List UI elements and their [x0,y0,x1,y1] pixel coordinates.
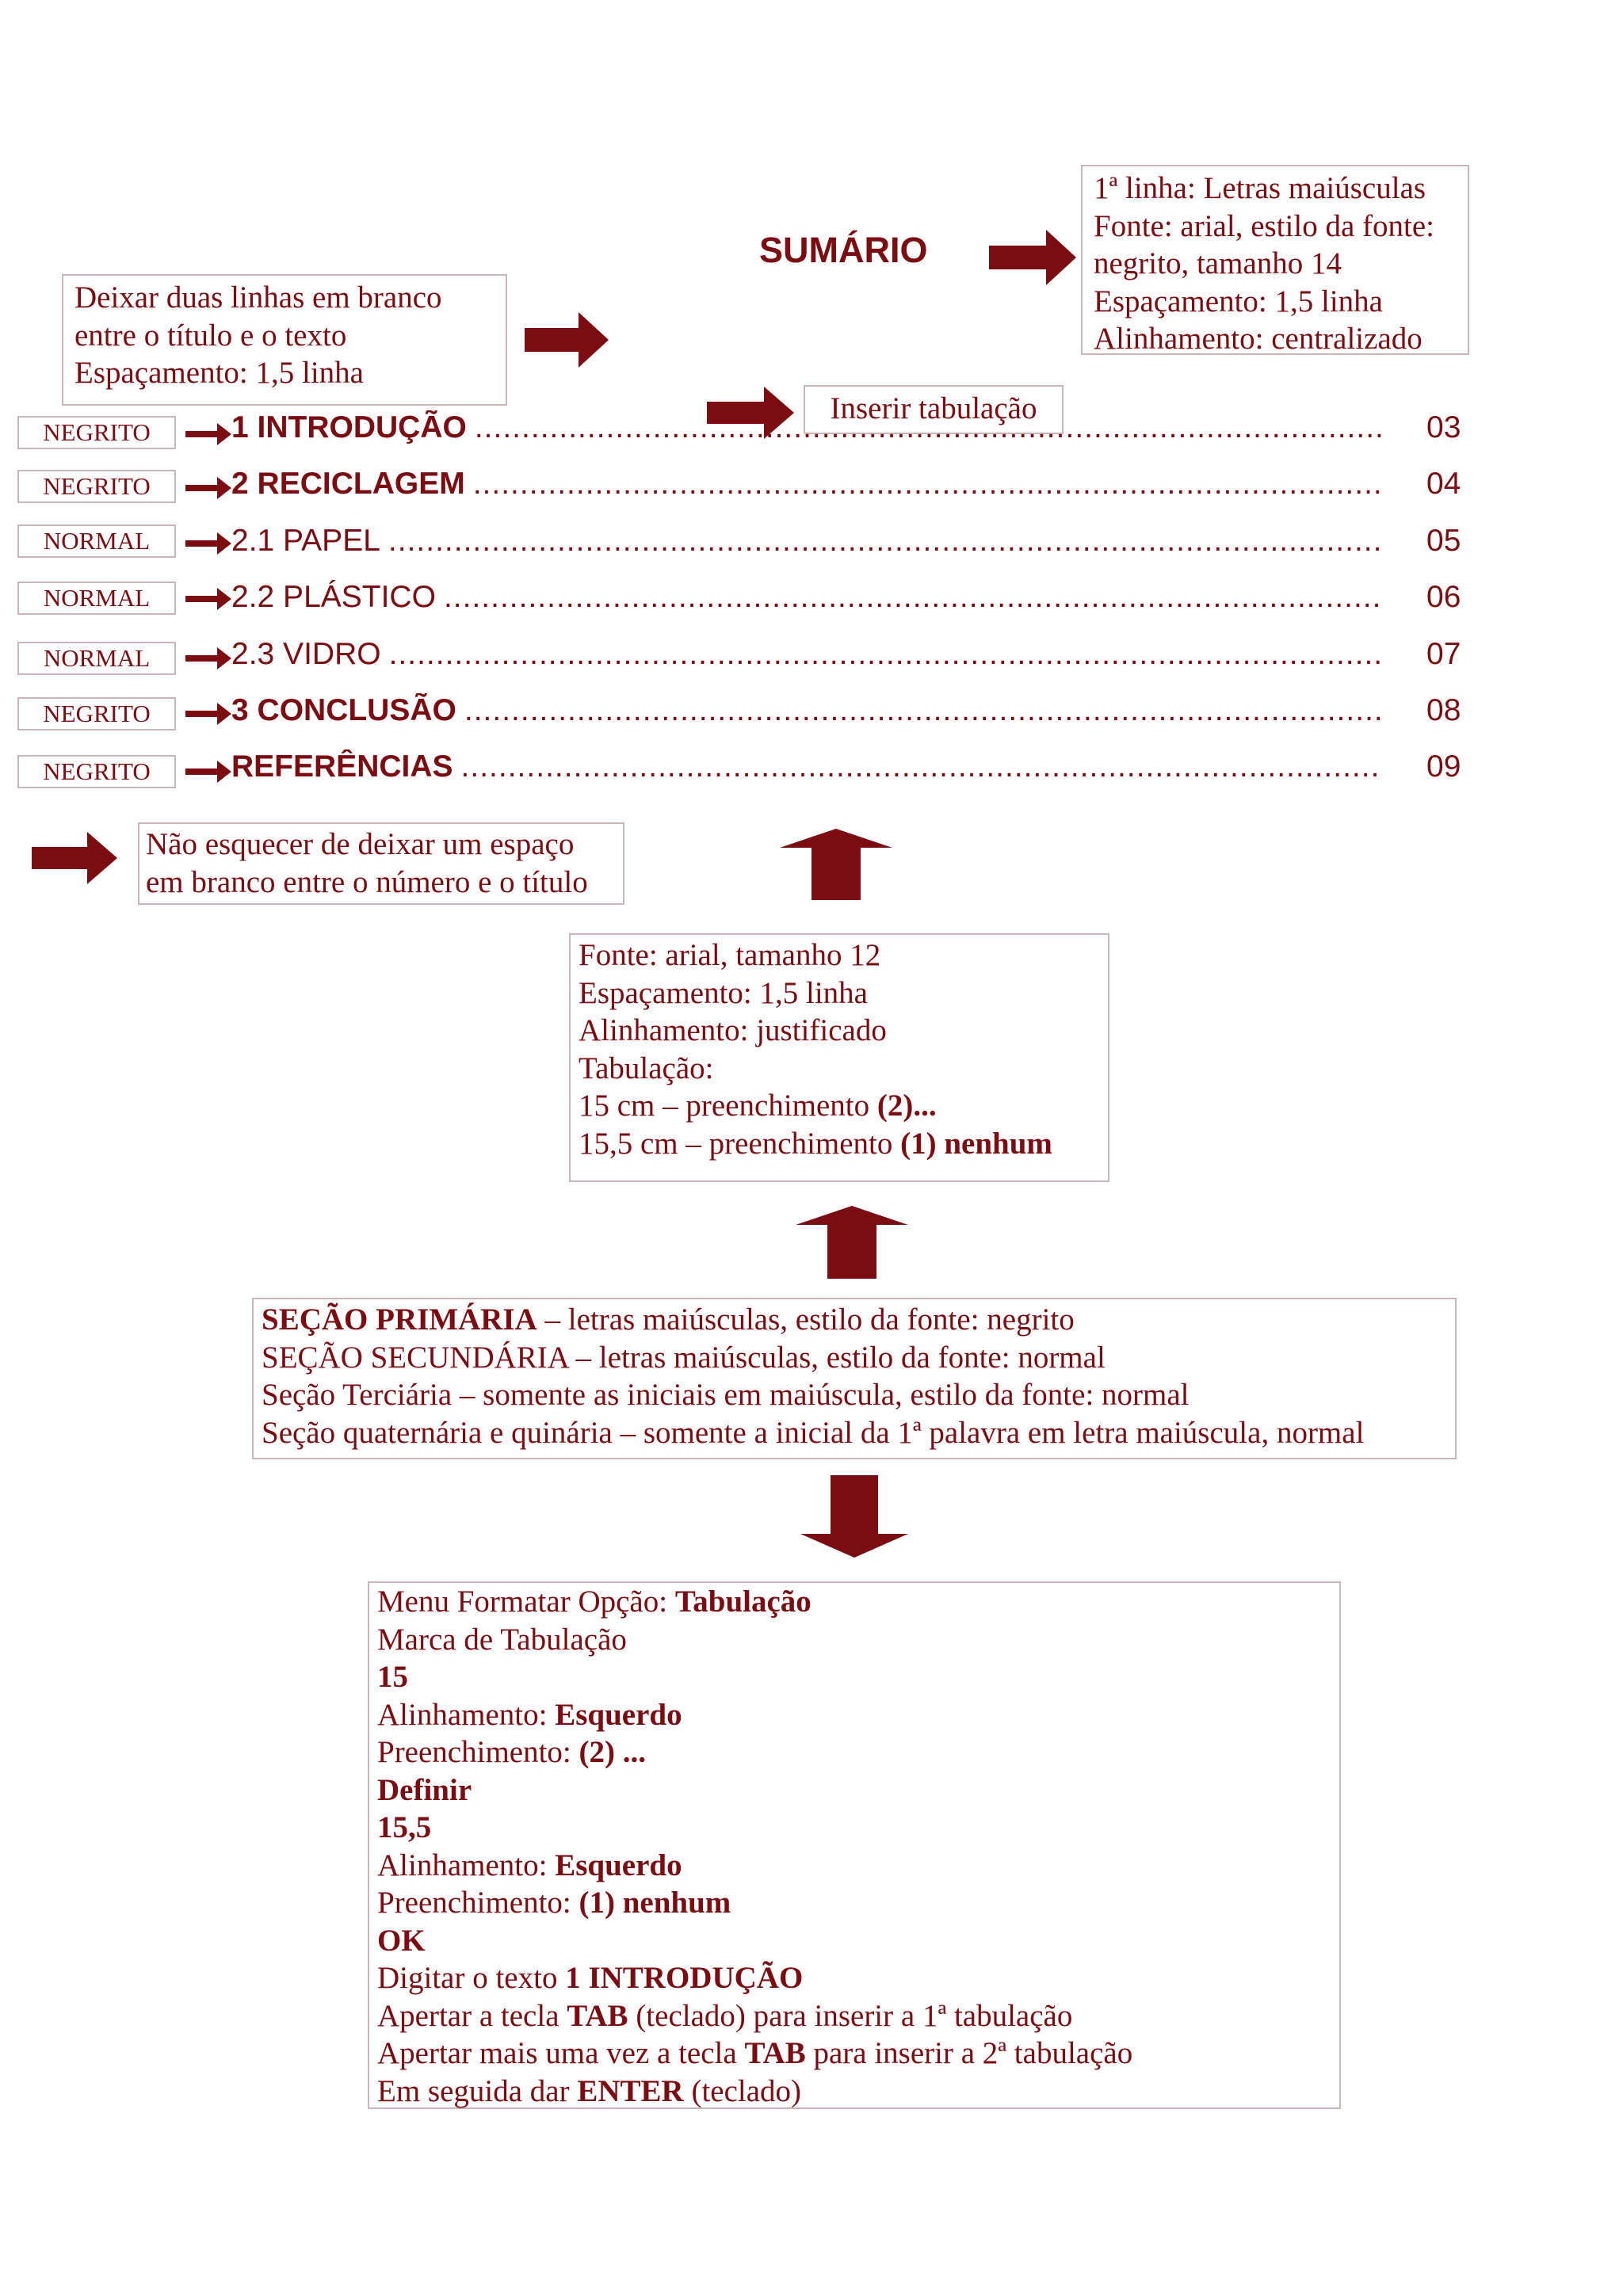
note-emphasis: SEÇÃO PRIMÁRIA [262,1302,537,1337]
right-arrow-icon [32,832,117,884]
right-arrow-icon [989,230,1076,285]
style-tag: NEGRITO [17,697,176,730]
toc-page-number: 04 [1426,467,1461,501]
note-line [579,1125,1100,1163]
note-text: Alinhamento: [377,1697,556,1732]
note-emphasis: 1 INTRODUÇÃO [565,1961,804,1995]
style-tag: NEGRITO [17,470,176,503]
toc-entry-title: 2.3 VIDRO [231,637,381,671]
note-line [377,2073,1331,2111]
note-line [377,1884,1331,1922]
note-emphasis: 15,5 [377,1810,432,1844]
up-arrow-icon [780,829,892,900]
toc-page-number: 08 [1426,693,1461,727]
note-line: Deixar duas linhas em branco [74,280,442,315]
note-line [377,1658,1331,1696]
note-line [377,1733,1331,1772]
note-emphasis: Esquerdo [555,1848,682,1882]
toc-entry-title: 2.1 PAPEL [231,524,380,558]
note-emphasis: (2) ... [579,1735,646,1769]
toc-entry [231,693,1382,728]
note-line: negrito, tamanho 14 [1094,246,1342,280]
note-text: Alinhamento: [377,1848,556,1882]
leader-dots [389,637,1382,672]
right-arrow-icon [525,312,609,368]
note-text: (teclado) [683,2073,802,2108]
toc-entry-title: 2 RECICLAGEM [231,467,465,501]
toc-entry [231,637,1382,672]
menu-steps-note [368,1581,1341,2109]
leader-dots [461,749,1382,784]
note-text: Preenchimento: [377,1886,579,1920]
note-text: para inserir a 2ª tabulação [805,2036,1133,2070]
note-line [377,1922,1331,1960]
toc-entry-title: 1 INTRODUÇÃO [231,410,467,444]
note-line [377,1959,1331,1997]
note-line: Tabulação: [579,1051,714,1085]
note-line: Marca de Tabulação [377,1622,627,1657]
toc-entry [231,580,1382,615]
note-line: Alinhamento: justificado [579,1013,887,1047]
leader-dots [464,693,1382,728]
note-line: Seção Terciária – somente as iniciais em maiúscula, estilo da fonte: normal [262,1378,1190,1412]
note-line [377,1847,1331,1885]
note-line: Espaçamento: 1,5 linha [74,356,364,390]
style-tag: NORMAL [17,642,176,675]
toc-entry-title: REFERÊNCIAS [231,749,453,784]
blank-lines-note [62,274,507,406]
leader-dots [475,410,1382,445]
note-emphasis: Esquerdo [555,1697,682,1732]
right-arrow-icon [185,701,231,727]
note-text: Digitar o texto [377,1961,566,1995]
note-line: Inserir tabulação [830,391,1037,425]
note-line [377,1696,1331,1734]
right-arrow-icon [185,421,231,447]
toc-page-number: 09 [1426,749,1461,784]
toc-page-number: 07 [1426,637,1461,671]
note-line [262,1301,1447,1339]
note-line: Fonte: arial, tamanho 12 [579,938,881,972]
sections-note [252,1298,1457,1459]
note-line [377,1772,1331,1810]
toc-page-number: 05 [1426,524,1461,558]
toc-entry [231,749,1382,784]
title-format-note [1081,165,1469,355]
note-emphasis: TAB [567,1998,628,2033]
note-text: Apertar a tecla [377,1998,567,2033]
right-arrow-icon [185,586,231,612]
note-emphasis: (2)... [876,1089,937,1123]
style-tag: NEGRITO [17,755,176,788]
note-emphasis: OK [377,1923,426,1958]
toc-page-number: 03 [1426,410,1461,444]
right-arrow-icon [185,646,231,671]
toc-entry [231,467,1382,502]
toc-entry [231,410,1382,445]
note-text: 15,5 cm – preenchimento [579,1126,901,1161]
note-line [377,2035,1331,2073]
note-text: Apertar mais uma vez a tecla [377,2036,745,2070]
note-text: 15 cm – preenchimento [579,1089,877,1123]
note-emphasis: Tabulação [674,1585,812,1619]
note-emphasis: (1) nenhum [900,1126,1052,1161]
down-arrow-icon [800,1475,908,1558]
style-tag: NEGRITO [17,416,176,449]
note-line [377,1997,1331,2035]
space-note [138,822,624,905]
note-line: Não esquecer de deixar um espaço [146,827,575,861]
note-line: Alinhamento: centralizado [1094,322,1423,356]
note-line [579,1087,1100,1125]
style-tag: NORMAL [17,524,176,558]
note-line: em branco entre o número e o título [146,864,588,899]
note-emphasis: ENTER [577,2073,684,2108]
note-line: Espaçamento: 1,5 linha [1094,284,1383,318]
note-text: Em seguida dar [377,2073,578,2108]
right-arrow-icon [185,759,231,784]
note-line: SEÇÃO SECUNDÁRIA – letras maiúsculas, estilo da fonte: normal [262,1340,1106,1375]
up-arrow-icon [796,1206,908,1279]
note-line: 1ª linha: Letras maiúsculas [1094,171,1426,205]
note-line: Espaçamento: 1,5 linha [579,975,868,1010]
note-line: Seção quaternária e quinária – somente a inicial da 1ª palavra em letra maiúscula, normal [262,1415,1365,1450]
toc-entry-title: 3 CONCLUSÃO [231,693,456,727]
note-line [377,1583,1331,1621]
leader-dots [444,580,1382,615]
right-arrow-icon [185,475,231,501]
note-emphasis: Definir [377,1772,472,1807]
leader-dots [388,524,1382,559]
note-emphasis: 15 [377,1660,408,1694]
note-line: entre o título e o texto [74,318,347,353]
note-text: – letras maiúsculas, estilo da fonte: negrito [537,1302,1075,1337]
toc-page-number: 06 [1426,580,1461,614]
right-arrow-icon [185,531,231,556]
note-emphasis: TAB [744,2036,806,2070]
note-line [377,1809,1331,1847]
style-tag: NORMAL [17,582,176,615]
toc-entry [231,524,1382,559]
note-line: Fonte: arial, estilo da fonte: [1094,208,1434,243]
font-tab-note [569,933,1109,1182]
note-text: (teclado) para inserir a 1ª tabulação [628,1998,1073,2033]
toc-entry-title: 2.2 PLÁSTICO [231,580,436,614]
leader-dots [473,467,1382,502]
note-text: Menu Formatar Opção: [377,1585,675,1619]
note-emphasis: (1) nenhum [579,1886,731,1920]
note-text: Preenchimento: [377,1735,579,1769]
page-title: SUMÁRIO [759,230,928,270]
